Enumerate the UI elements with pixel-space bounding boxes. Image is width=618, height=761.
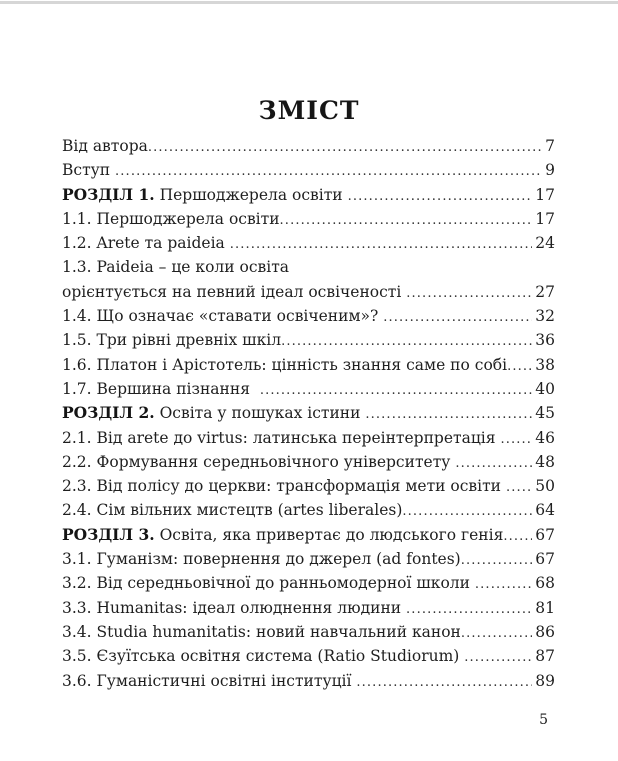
toc-entry-page: 24 [535,234,555,253]
toc-entry-page: 40 [535,379,555,398]
toc-entry-label: 3.5. Єзуїтська освітня система (Ratio Studiorum) [62,647,465,666]
toc-entry [62,255,555,279]
toc-entry [62,547,555,571]
toc-entry-label: 3.3. Humanitas: ідеал олюднення людини [62,598,407,617]
toc-entry-label: 3.4. Studia humanitatis: новий навчальний канон [62,622,461,641]
toc-entry-label: 2.2. Формування середньовічного університету [62,452,456,471]
toc-leader-dots [406,596,532,622]
toc-entry-label: Вступ [62,161,116,180]
toc-entry [62,498,555,522]
toc-entry-page: 67 [535,525,555,544]
toc-leader-dots [148,134,542,160]
toc-entry [62,158,555,182]
toc-entry-page: 81 [535,598,555,617]
toc-entry-label: Першоджерела освіти [154,185,348,204]
toc-entry [62,474,555,498]
toc-entry-label: 1.7. Вершина пізнання [62,379,260,398]
toc-entry [62,571,555,595]
toc-entry-page: 45 [535,404,555,423]
toc-leader-dots [500,426,532,452]
page-title: ЗМІСТ [258,95,360,125]
toc-entry-page: 89 [535,671,555,690]
toc-entry [62,620,555,644]
toc-leader-dots [115,158,542,184]
toc-entry-page: 50 [535,477,555,496]
toc-entry-label: 3.2. Від середньовічної до ранньомодерної школи [62,574,475,593]
toc-entry-label: 1.5. Три рівні древніх шкіл [62,331,282,350]
toc-entry [62,328,555,352]
toc-entry [62,644,555,668]
toc-leader-dots [455,450,532,476]
toc-leader-dots [280,207,533,233]
toc-entry [62,523,555,547]
toc-entry-page: 32 [535,307,555,326]
toc-entry-page: 68 [535,574,555,593]
toc-entry-page: 48 [535,452,555,471]
scan-edge-line [0,1,618,4]
toc-entry-label: 2.4. Сім вільних мистецтв (artes liberales) [62,501,403,520]
toc-leader-dots [464,644,532,670]
toc-entry-prefix: РОЗДІЛ 1. [62,184,155,204]
toc-entry-page: 46 [535,428,555,447]
toc-entry-label: Освіта, яка привертає до людського генія [154,525,504,544]
toc-entry-page: 9 [545,161,555,180]
toc-entry [62,231,555,255]
toc-entry-page: 86 [535,622,555,641]
toc-entry-label: 2.3. Від полісу до церкви: трансформація мети освіти [62,477,506,496]
toc-entry-label: 3.1. Гуманізм: повернення до джерел (ad fontes) [62,550,461,569]
toc-entry [62,450,555,474]
toc-entry-page: 87 [535,647,555,666]
toc-entry-prefix: РОЗДІЛ 3. [62,524,155,544]
toc-leader-dots [402,498,532,524]
toc-entry-page: 17 [535,209,555,228]
toc-leader-dots [383,304,532,330]
toc-leader-dots [365,401,532,427]
toc-entry-page: 7 [545,137,555,155]
toc-entry [62,353,555,377]
toc-entry [62,596,555,620]
toc-entry [62,207,555,231]
toc-entry-label: 1.1. Першоджерела освіти [62,209,280,228]
toc-entry-page: 64 [535,501,555,520]
toc [62,134,555,693]
toc-entry-page: 17 [535,185,555,204]
toc-entry [62,183,555,207]
toc-entry-label: Освіта у пошуках істини [154,404,366,423]
toc-leader-dots [461,620,532,646]
toc-entry [62,134,555,158]
toc-entry-page: 67 [535,550,555,569]
toc-leader-dots [507,353,532,379]
toc-leader-dots [230,231,533,257]
toc-leader-dots [260,377,532,403]
toc-leader-dots [356,669,532,695]
toc-entry-prefix: РОЗДІЛ 2. [62,403,155,423]
toc-leader-dots [475,571,532,597]
page-number: 5 [539,712,548,728]
toc-entry-label: Від автора [62,137,148,155]
toc-entry-label: 1.2. Arete та paideia [62,234,230,253]
toc-entry-label: 1.6. Платон і Арістотель: цінність знання саме по собі [62,355,508,374]
toc-entry [62,426,555,450]
toc-entry-label: орієнтується на певний ідеал освіченості [62,282,407,301]
toc-entry [62,377,555,401]
toc-entry-page: 27 [535,282,555,301]
toc-leader-dots [461,547,533,573]
toc-entry-label: 1.4. Що означає «ставати освіченим»? [62,307,384,326]
toc-entry-page: 36 [535,331,555,350]
toc-leader-dots [348,183,533,209]
toc-entry [62,304,555,328]
toc-leader-dots [506,474,532,500]
toc-entry-label: 2.1. Від arete до virtus: латинська переінтерпретація [62,428,501,447]
toc-entry-label: 1.3. Paideia – це коли освіта [62,258,290,277]
toc-entry [62,280,555,304]
toc-leader-dots [503,523,532,549]
toc-entry [62,401,555,425]
toc-leader-dots [281,328,532,354]
toc-leader-dots [406,280,532,306]
toc-entry-label: 3.6. Гуманістичні освітні інституції [62,671,357,690]
toc-entry-page: 38 [535,355,555,374]
toc-entry [62,669,555,693]
